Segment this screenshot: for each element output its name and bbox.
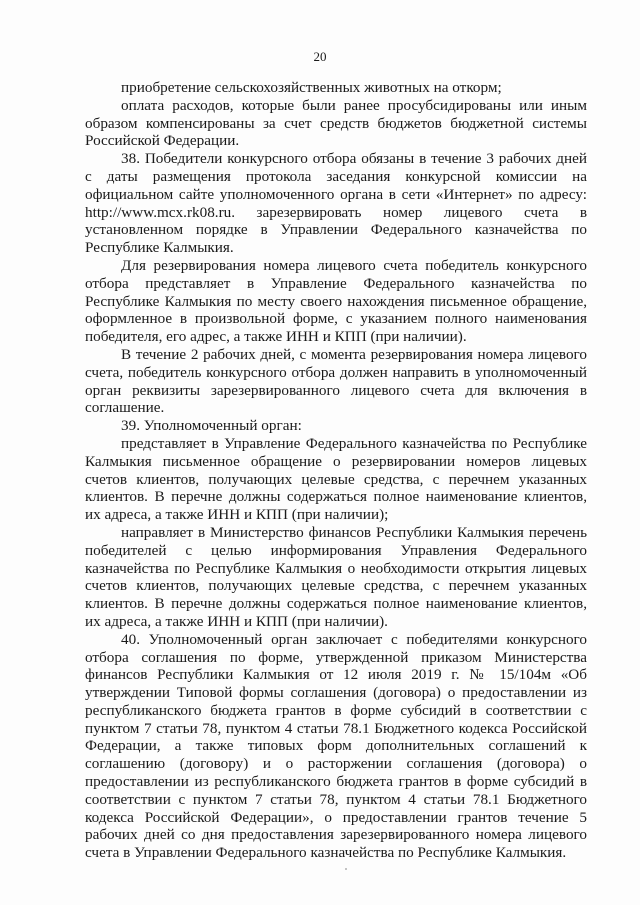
paragraph-account-reservation: Для резервирования номера лицевого счета победитель конкурсного отбора представляет в Управление Федерального казначейства по Республике Калмыкия по месту своего нахождения письменное обращение, оформленное в произвольной форме, с указанием полного наименования победителя, его адрес, а также ИНН и КПП (при наличии). bbox=[85, 256, 587, 346]
paragraph-clause-39: 39. Уполномоченный орган: bbox=[121, 417, 302, 435]
paragraph-treasury-request: представляет в Управление Федерального казначейства по Республике Калмыкия письменное обращение о резервировании номеров лицевых счетов клиентов, получающих целевые средства, с перечнем указанных клиентов. В перечне должны содержаться полное наименование клиентов, их адреса, а также ИНН и КПП (при наличии); bbox=[85, 434, 587, 524]
paragraph-livestock-purchase: приобретение сельскохозяйственных животных на откорм; bbox=[121, 79, 502, 96]
paragraph-account-details-deadline: В течение 2 рабочих дней, с момента резервирования номера лицевого счета, победитель конкурсного отбора должен направить в уполномоченный орган реквизиты зарезервированного лицевого счета для включения в соглашение. bbox=[85, 345, 587, 417]
paragraph-clause-40: 40. Уполномоченный орган заключает с победителями конкурсного отбора соглашения по форме, утвержденной приказом Министерства финансов Республики Калмыкия от 12 июля 2019 г. № 15/104м «Об утверждении Типовой формы соглашения (договора) о предоставлении из республиканского бюджета грантов в форме субсидий в соответствии с пунктом 7 статьи 78, пунктом 4 статьи 78.1 Бюджетного кодекса Российской Федерации, а также типовых форм дополнительных соглашений к соглашению (договору) и о расторжении соглашения (договора) о предоставлении из республиканского бюджета грантов в форме субсидий в соответствии с пунктом 7 статьи 78, пунктом 4 статьи 78.1 Бюджетного кодекса Российской Федерации», о предоставлении грантов течение 5 рабочих дней со дня предоставления зарезервированного номера лицевого счета в Управлении Федерального казначейства по Республике Калмыкия. bbox=[85, 630, 587, 862]
page-number: 20 bbox=[313, 49, 327, 64]
document-body bbox=[85, 79, 587, 862]
scan-speck bbox=[345, 868, 347, 870]
paragraph-ministry-list: направляет в Министерство финансов Республики Калмыкия перечень победителей с целью информирования Управления Федерального казначейства по Республике Калмыкия о необходимости открытия лицевых счетов клиентов, получающих целевые средства, с перечнем указанных клиентов. В перечне должны содержаться полное наименование клиентов, их адреса, а также ИНН и КПП (при наличии). bbox=[85, 523, 587, 630]
paragraph-clause-38: 38. Победители конкурсного отбора обязаны в течение 3 рабочих дней с даты размещения протокола заседания конкурсной комиссии на официальном сайте уполномоченного органа в сети «Интернет» по адресу: http://www.mcx.rk08.ru. зарезервировать номер лицевого счета в установленном порядке в Управлении Федерального казначейства по Республике Калмыкия. bbox=[85, 150, 587, 257]
paragraph-expense-payment: оплата расходов, которые были ранее просубсидированы или иным образом компенсированы за счет средств бюджетов бюджетной системы Российской Федерации. bbox=[85, 96, 587, 150]
